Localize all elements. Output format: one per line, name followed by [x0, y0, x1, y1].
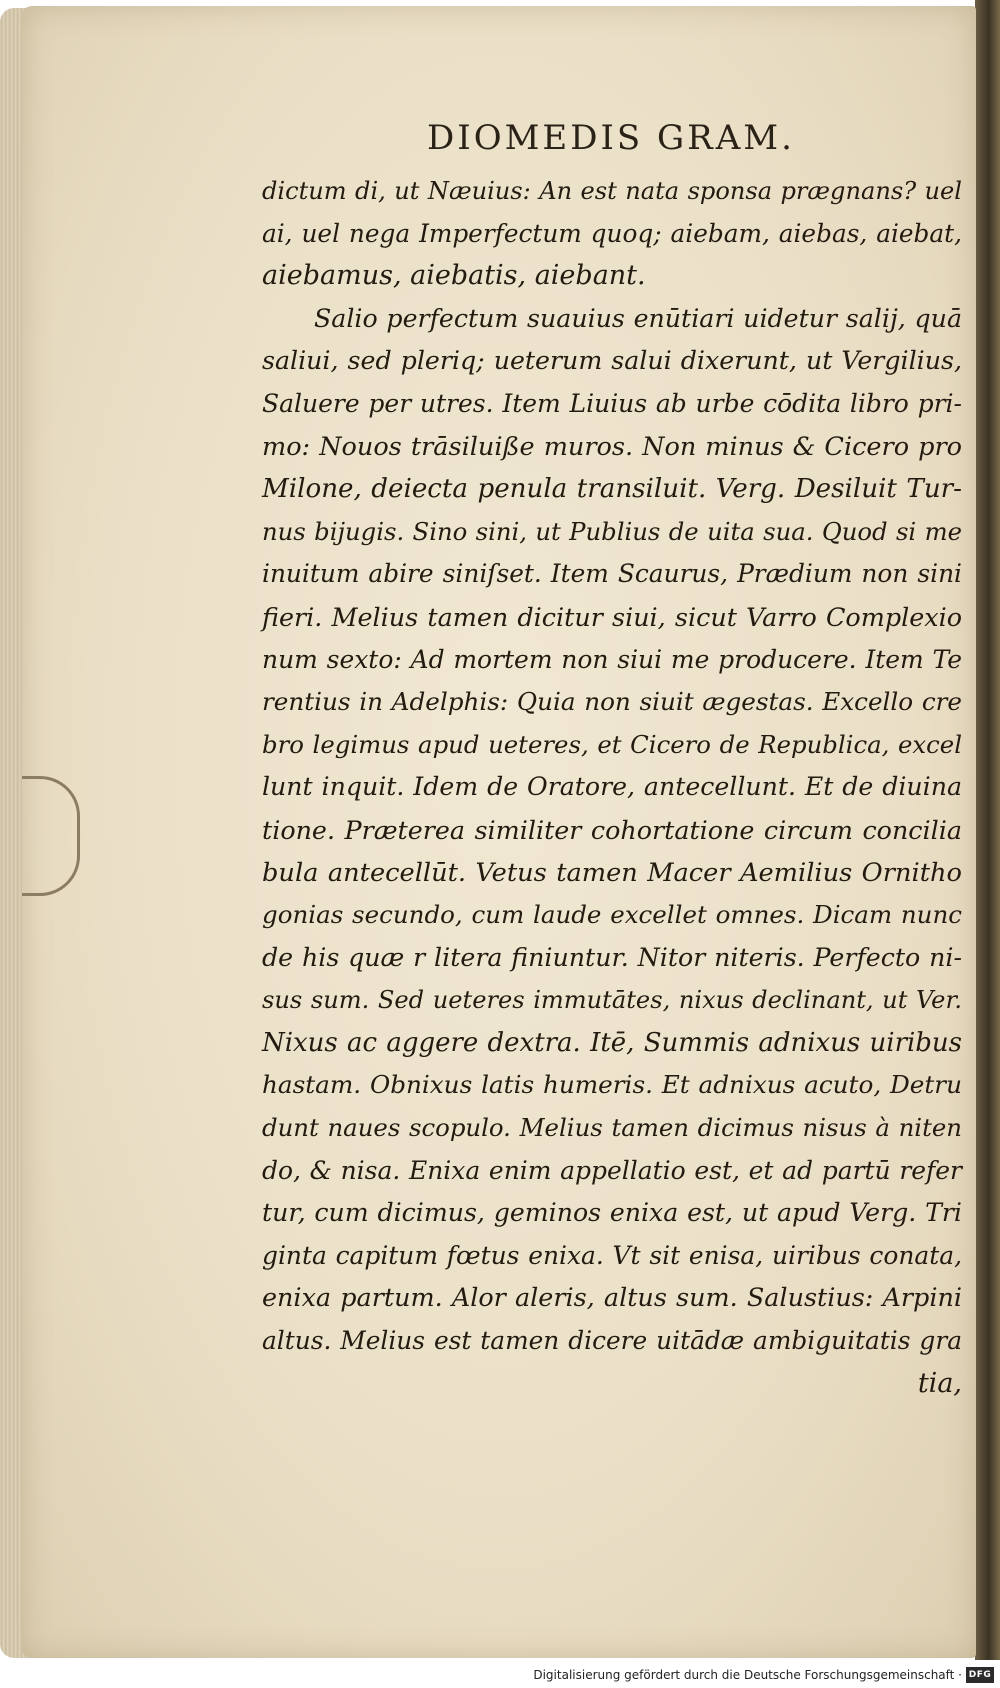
- text-line: bro legimus apud ueteres, et Cicero de Republica, excel: [262, 729, 962, 759]
- text-line: de his quæ r litera finiuntur. Nitor niteris. Perfecto ni-: [262, 942, 962, 972]
- text-line: mo: Nouos trāsiluiße muros. Non minus & Cicero pro: [262, 431, 962, 462]
- text-line: lunt inquit. Idem de Oratore, antecellunt. Et de diuina: [262, 772, 962, 802]
- text-line: dunt naues scopulo. Melius tamen dicimus nisus à niten: [262, 1113, 962, 1143]
- text-line: Nixus ac aggere dextra. Itē, Summis adnixus uiribus: [262, 1027, 962, 1058]
- text-line: inuitum abire siniſset. Item Scaurus, Prædium non sini: [262, 559, 962, 589]
- text-line: do, & nisa. Enixa enim appellatio est, et ad partū refer: [262, 1155, 962, 1185]
- footer-bar: [0, 1664, 1000, 1688]
- dfg-logo: DFG: [966, 1667, 994, 1683]
- text-line: rentius in Adelphis: Quia non siuit ægestas. Excello cre: [262, 687, 962, 717]
- text-line: Milone, deiecta penula transiluit. Verg. Desiluit Tur-: [262, 474, 962, 505]
- text-line: nus bijugis. Sino sini, ut Publius de uita sua. Quod si me: [262, 516, 962, 546]
- text-line: hastam. Obnixus latis humeris. Et adnixus acuto, Detru: [262, 1070, 962, 1100]
- text-line: bula antecellūt. Vetus tamen Macer Aemilius Ornitho: [262, 857, 962, 888]
- text-line: enixa partum. Alor aleris, altus sum. Salustius: Arpini: [262, 1283, 962, 1314]
- text-line: Salio perfectum suauius enūtiari uidetur salij, quā: [314, 303, 962, 333]
- text-line: dictum di, ut Næuius: An est nata sponsa prægnans? uel: [262, 177, 962, 205]
- clasp-mark: [22, 776, 80, 896]
- catchword: tia,: [917, 1367, 962, 1399]
- text-line: ai, uel nega Imperfectum quoq; aiebam, aiebas, aiebat,: [262, 218, 962, 248]
- text-line: saliui, sed pleriq; ueterum salui dixerunt, ut Vergilius,: [262, 346, 962, 376]
- text-line: Saluere per utres. Item Liuius ab urbe cōdita libro pri-: [262, 388, 962, 418]
- text-line: altus. Melius est tamen dicere uitādæ ambiguitatis gra: [262, 1326, 962, 1356]
- text-line: gonias secundo, cum laude excellet omnes. Dicam nunc: [262, 900, 962, 930]
- text-line: sus sum. Sed ueteres immutātes, nixus declinant, ut Ver.: [262, 986, 962, 1015]
- text-line: num sexto: Ad mortem non siui me producere. Item Te: [262, 644, 962, 674]
- text-line: ginta capitum fœtus enixa. Vt sit enisa, uiribus conata,: [262, 1240, 962, 1270]
- running-head: DIOMEDIS GRAM.: [427, 118, 795, 158]
- book-page: [22, 6, 976, 1658]
- text-line: fieri. Melius tamen dicitur siui, sicut Varro Complexio: [262, 601, 962, 632]
- text-block: [262, 170, 962, 1405]
- book-binding: [975, 0, 1000, 1660]
- text-line: tione. Præterea similiter cohortatione circum concilia: [262, 814, 962, 845]
- text-line: tur, cum dicimus, geminos enixa est, ut apud Verg. Tri: [262, 1198, 962, 1228]
- text-line: aiebamus, aiebatis, aiebant.: [262, 260, 646, 292]
- funding-credit: Digitalisierung gefördert durch die Deutsche Forschungsgemeinschaft ·: [533, 1668, 962, 1682]
